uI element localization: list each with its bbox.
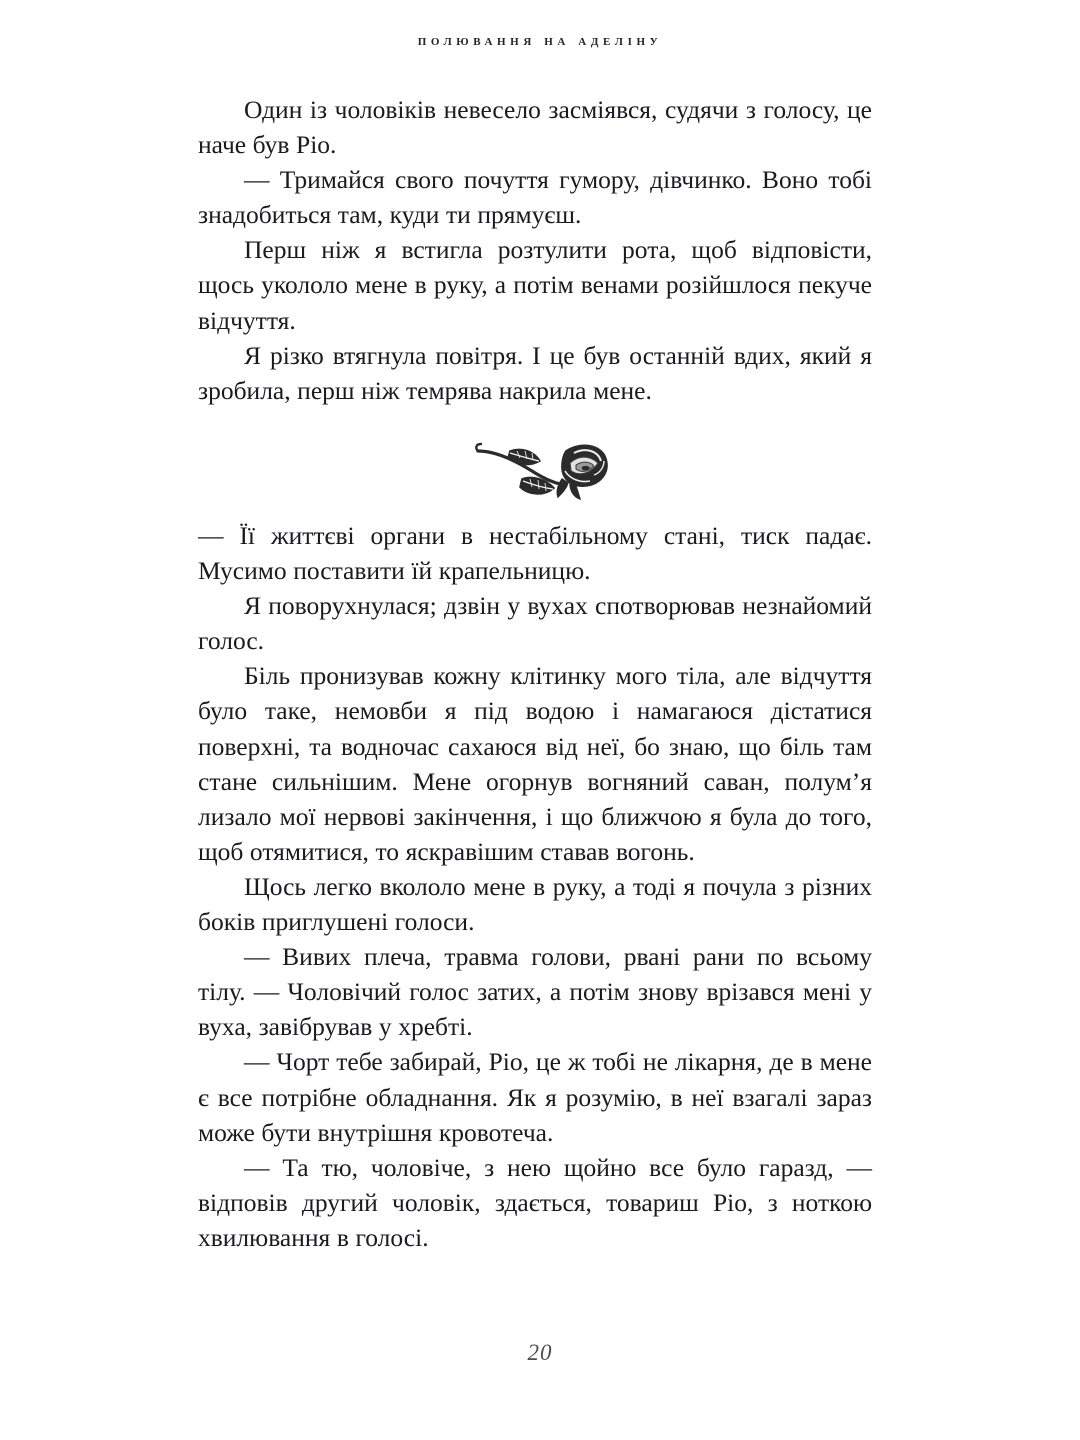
paragraph: Один із чоловіків невесело засміявся, судячи з голосу, це наче був Ріо. (198, 95, 872, 160)
paragraph: — Чорт тебе забирай, Ріо, це ж тобі не лікарня, де в мене є все потрібне обладнання. Як я розумію, в неї взагалі зараз може бути внутрішня кровотеча. (198, 1047, 872, 1147)
section-break-ornament (0, 430, 1080, 508)
paragraph: Щось легко вкололо мене в руку, а тоді я почула з різних боків приглушені голоси. (198, 871, 872, 937)
running-head: полювання на аделіну (417, 33, 663, 49)
page-number: 20 (527, 1340, 553, 1365)
paragraph: Я різко втягнула повітря. І це був останній вдих, який я зробила, перш ніж темрява накрила мене. (198, 340, 872, 405)
paragraph: — Вивих плеча, травма голови, рвані рани по всьому тілу. — Чоловічий голос затих, а потім знову врізався мені у вуха, завібрував у хребті. (198, 942, 872, 1042)
rose-icon (470, 431, 610, 507)
paragraph: — Та тю, чоловіче, з нею щойно все було гаразд, — відповів другий чоловік, здається, товариш Ріо, з ноткою хвилювання в голосі. (198, 1152, 872, 1252)
paragraph: Я поворухнулася; дзвін у вухах спотворював незнайомий голос. (198, 591, 872, 656)
paragraph: — Тримайся свого почуття гумору, дівчинко. Воно тобі знадобиться там, куди ти прямуєш. (198, 165, 872, 230)
paragraph: — Її життєві органи в нестабільному стані, тиск падає. Мусимо поставити їй крапельницю. (198, 521, 872, 586)
body-text-section-two (198, 518, 872, 1255)
body-text-section-one (198, 92, 872, 408)
paragraph: Перш ніж я встигла розтулити рота, щоб відповісти, щось укололо мене в руку, а потім венами розійшлося пекуче відчуття. (198, 235, 872, 335)
paragraph: Біль пронизував кожну клітинку мого тіла, але відчуття було таке, немовби я під водою і намагаюся дістатися поверхні, та водночас сахаюся від неї, бо знаю, що біль там стане сильнішим. Мене огорнув вогняний саван, полум’я лизало мої нервові закінчення, і що ближчою я була до того, щоб отямитися, то яскравішим ставав вогонь. (198, 661, 872, 866)
